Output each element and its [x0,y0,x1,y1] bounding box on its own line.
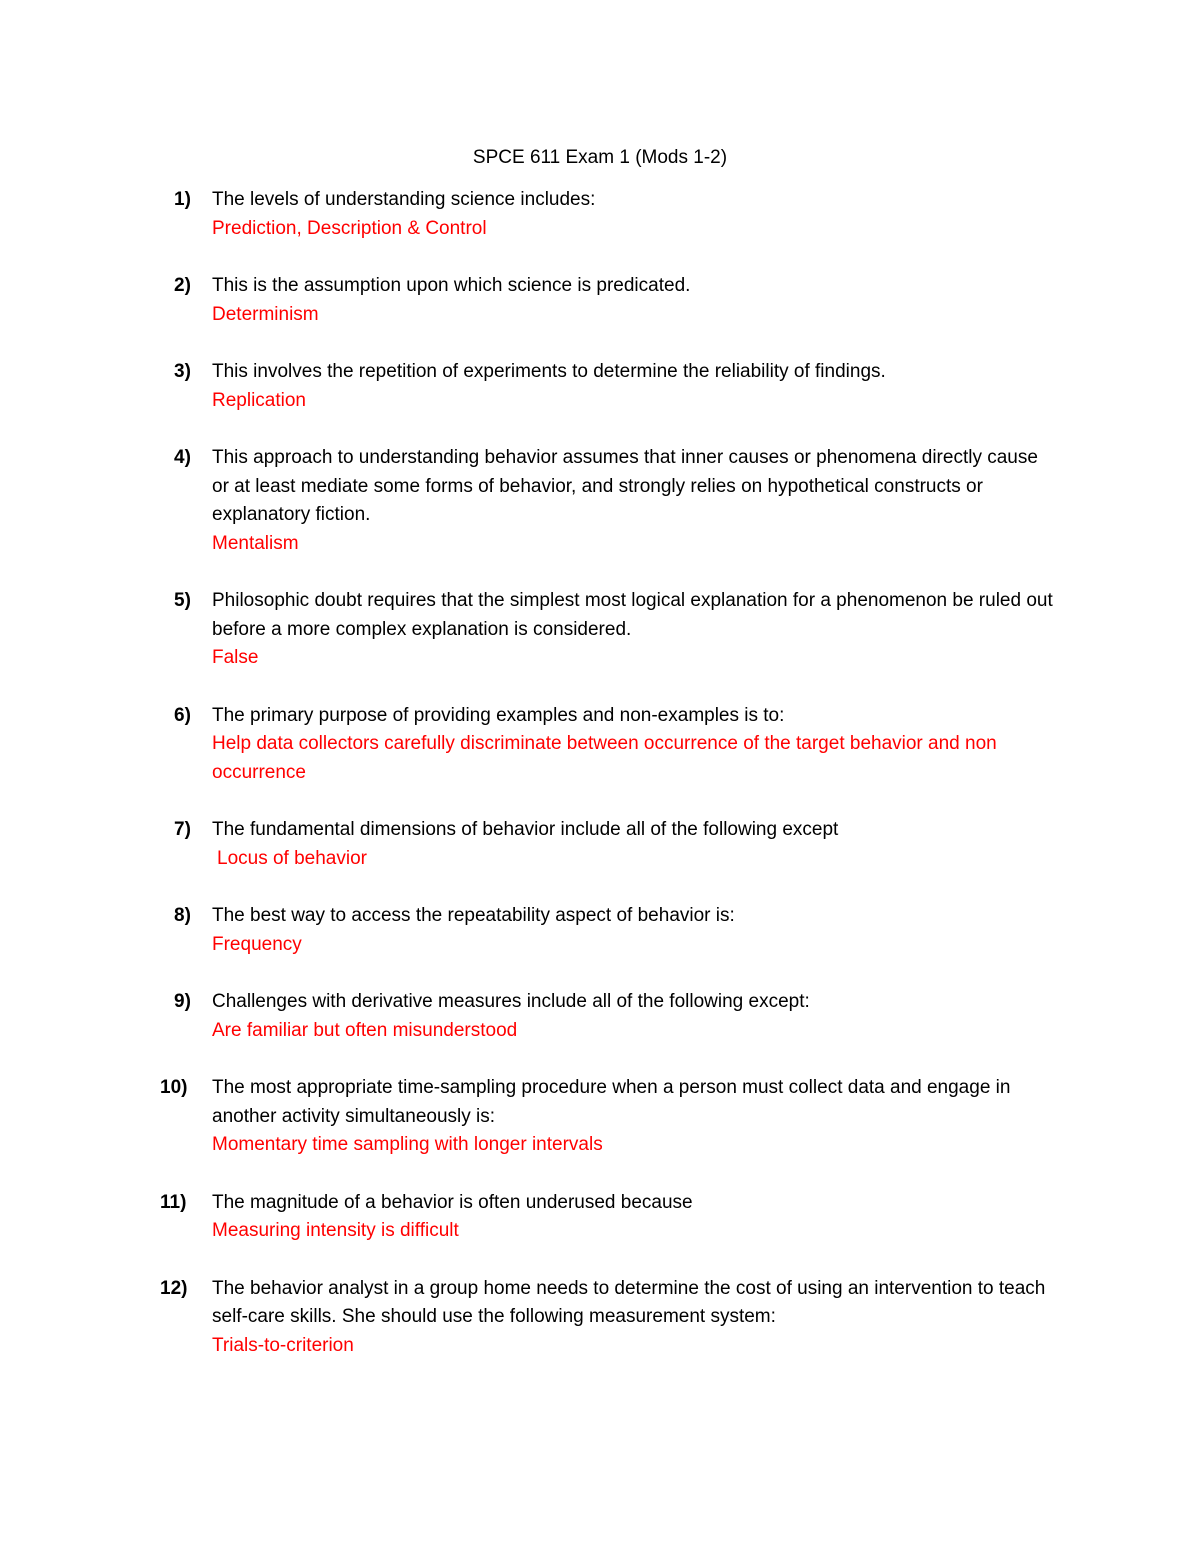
answer-text: Help data collectors carefully discriminate between occurrence of the target behavior and non occurrence [212,733,997,783]
question-text: The levels of understanding science includes: [212,189,596,210]
question-number: 12) [160,1277,188,1299]
answer-text: False [212,647,259,668]
question-number: 1) [174,189,191,210]
question-number: 4) [174,447,191,468]
question-list [160,186,1054,1389]
question-number: 11) [160,1191,187,1213]
answer-text: Prediction, Description & Control [212,217,487,239]
answer-text: Determinism [212,303,319,325]
question-number: 2) [174,275,191,296]
question-number: 5) [174,590,191,611]
question-item [174,186,1054,243]
answer-text: Are familiar but often misunderstood [212,1019,518,1041]
question-number: 9) [174,991,191,1012]
question-number: 10) [160,1077,188,1098]
question-text: The behavior analyst in a group home needs to determine the cost of using an intervention to teach self-care skills. She should use the following measurement system: [212,1277,1046,1327]
question-number: 8) [174,905,191,926]
question-text: The magnitude of a behavior is often underused because [212,1191,693,1213]
question-text: The primary purpose of providing examples and non-examples is to: [212,704,785,726]
question-item [160,1074,1054,1160]
question-item [174,988,1054,1045]
answer-text: Frequency [212,933,302,955]
answer-text: Momentary time sampling with longer intervals [212,1134,603,1155]
question-item [174,587,1054,673]
answer-text: Measuring intensity is difficult [212,1220,459,1241]
question-number: 3) [174,361,191,382]
question-text: The fundamental dimensions of behavior include all of the following except [212,819,839,840]
question-number: 7) [174,819,191,840]
document-title: SPCE 611 Exam 1 (Mods 1-2) [472,147,728,168]
question-text: Challenges with derivative measures include all of the following except: [212,991,810,1012]
question-number: 6) [174,704,191,726]
question-item [174,702,1054,788]
question-text: The best way to access the repeatability aspect of behavior is: [212,905,735,926]
question-item [174,902,1054,959]
question-item [174,816,1054,873]
question-item [174,444,1054,558]
answer-text: Mentalism [212,532,299,554]
answer-text: Replication [212,389,306,411]
question-item [160,1275,1054,1361]
question-text: The most appropriate time-sampling procedure when a person must collect data and engage in another activity simultaneously is: [212,1077,1011,1127]
question-text: This is the assumption upon which science is predicated. [212,275,691,296]
question-item [174,358,1054,415]
answer-text: Locus of behavior [217,847,367,869]
question-text: This approach to understanding behavior assumes that inner causes or phenomena directly cause or at least mediate some forms of behavior, and strongly relies on hypothetical constructs or explanatory fiction. [212,447,1038,525]
question-text: Philosophic doubt requires that the simplest most logical explanation for a phenomenon be ruled out before a more complex explanation is considered. [212,590,1053,640]
answer-text: Trials-to-criterion [212,1334,354,1356]
question-item [174,272,1054,329]
question-text: This involves the repetition of experiments to determine the reliability of findings. [212,361,886,382]
question-item [160,1189,1054,1246]
